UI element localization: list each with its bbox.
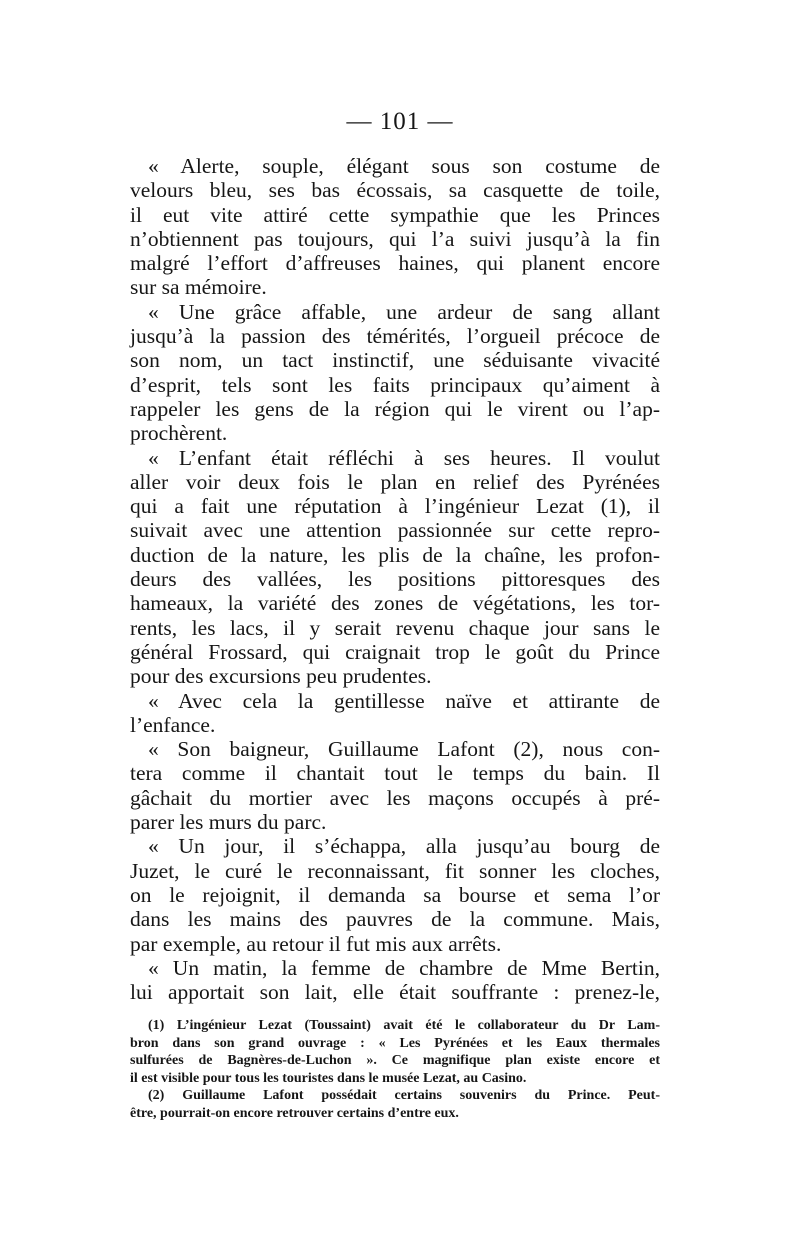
text-line: parer les murs du parc. (130, 810, 327, 835)
text-line: dans les mains des pauvres de la commune. Mais, (130, 907, 660, 932)
text-line: « Une grâce affable, une ardeur de sang allant (148, 299, 660, 324)
page-number: — 101 — (346, 108, 454, 135)
text-line: hameaux, la variété des zones de végétations, les tor- (130, 591, 660, 616)
footnote-line: (2) Guillaume Lafont possédait certains souvenirs du Prince. Peut- (148, 1088, 660, 1104)
footnote-line: bron dans son grand ouvrage : « Les Pyrénées et les Eaux thermales (130, 1035, 660, 1051)
text-line: « Son baigneur, Guillaume Lafont (2), nous con- (148, 737, 660, 762)
text-line: Juzet, le curé le reconnaissant, fit sonner les cloches, (130, 858, 660, 883)
text-line: « Avec cela la gentillesse naïve et attirante de (148, 688, 660, 713)
text-line: velours bleu, ses bas écossais, sa casquette de toile, (130, 178, 660, 203)
body-text (130, 154, 660, 1004)
text-line: rents, les lacs, il y serait revenu chaque jour sans le (130, 615, 660, 640)
text-line: « Un matin, la femme de chambre de Mme Bertin, (148, 955, 660, 980)
text-line: d’esprit, tels sont les faits principaux qu’aiment à (130, 372, 660, 397)
text-line: « Un jour, il s’échappa, alla jusqu’au bourg de (148, 834, 660, 859)
text-line: « Alerte, souple, élégant sous son costume de (148, 154, 660, 178)
text-line: duction de la nature, les plis de la chaîne, les profon- (130, 542, 660, 567)
text-line: gâchait du mortier avec les maçons occupés à pré- (130, 785, 660, 810)
text-line: tera comme il chantait tout le temps du bain. Il (130, 761, 660, 786)
text-line: prochèrent. (130, 421, 228, 446)
text-line: aller voir deux fois le plan en relief des Pyrénées (130, 469, 660, 494)
text-line: malgré l’effort d’affreuses haines, qui planent encore (130, 251, 660, 276)
footnote-line: (1) L’ingénieur Lezat (Toussaint) avait été le collaborateur du Dr Lam- (148, 1018, 660, 1033)
text-line: on le rejoignit, il demanda sa bourse et sema l’or (130, 882, 660, 907)
text-line: « L’enfant était réfléchi à ses heures. Il voulut (148, 445, 660, 470)
footnotes (130, 1017, 660, 1123)
text-line: par exemple, au retour il fut mis aux arrêts. (130, 931, 502, 956)
text-line: qui a fait une réputation à l’ingénieur Lezat (1), il (130, 494, 660, 519)
text-line: pour des excursions peu prudentes. (130, 664, 432, 689)
text-line: jusqu’à la passion des témérités, l’orgueil précoce de (130, 324, 660, 349)
footnote-line: être, pourrait-on encore retrouver certains d’entre eux. (130, 1105, 459, 1121)
footnote-line: il est visible pour tous les touristes dans le musée Lezat, au Casino. (130, 1070, 527, 1086)
text-line: suivait avec une attention passionnée sur cette repro- (130, 518, 660, 543)
text-line: il eut vite attiré cette sympathie que les Princes (130, 202, 660, 227)
text-line: deurs des vallées, les positions pittoresques des (130, 567, 660, 592)
text-line: général Frossard, qui craignait trop le goût du Prince (130, 639, 660, 664)
text-line: rappeler les gens de la région qui le virent ou l’ap- (130, 396, 660, 421)
text-line: sur sa mémoire. (130, 275, 267, 300)
text-line: n’obtiennent pas toujours, qui l’a suivi jusqu’à la fin (130, 226, 660, 251)
text-line: l’enfance. (130, 712, 216, 737)
text-line: lui apportait son lait, elle était souffrante : prenez-le, (130, 980, 660, 1005)
footnote-line: sulfurées de Bagnères-de-Luchon ». Ce magnifique plan existe encore et (130, 1053, 660, 1069)
text-line: son nom, un tact instinctif, une séduisante vivacité (130, 348, 660, 373)
